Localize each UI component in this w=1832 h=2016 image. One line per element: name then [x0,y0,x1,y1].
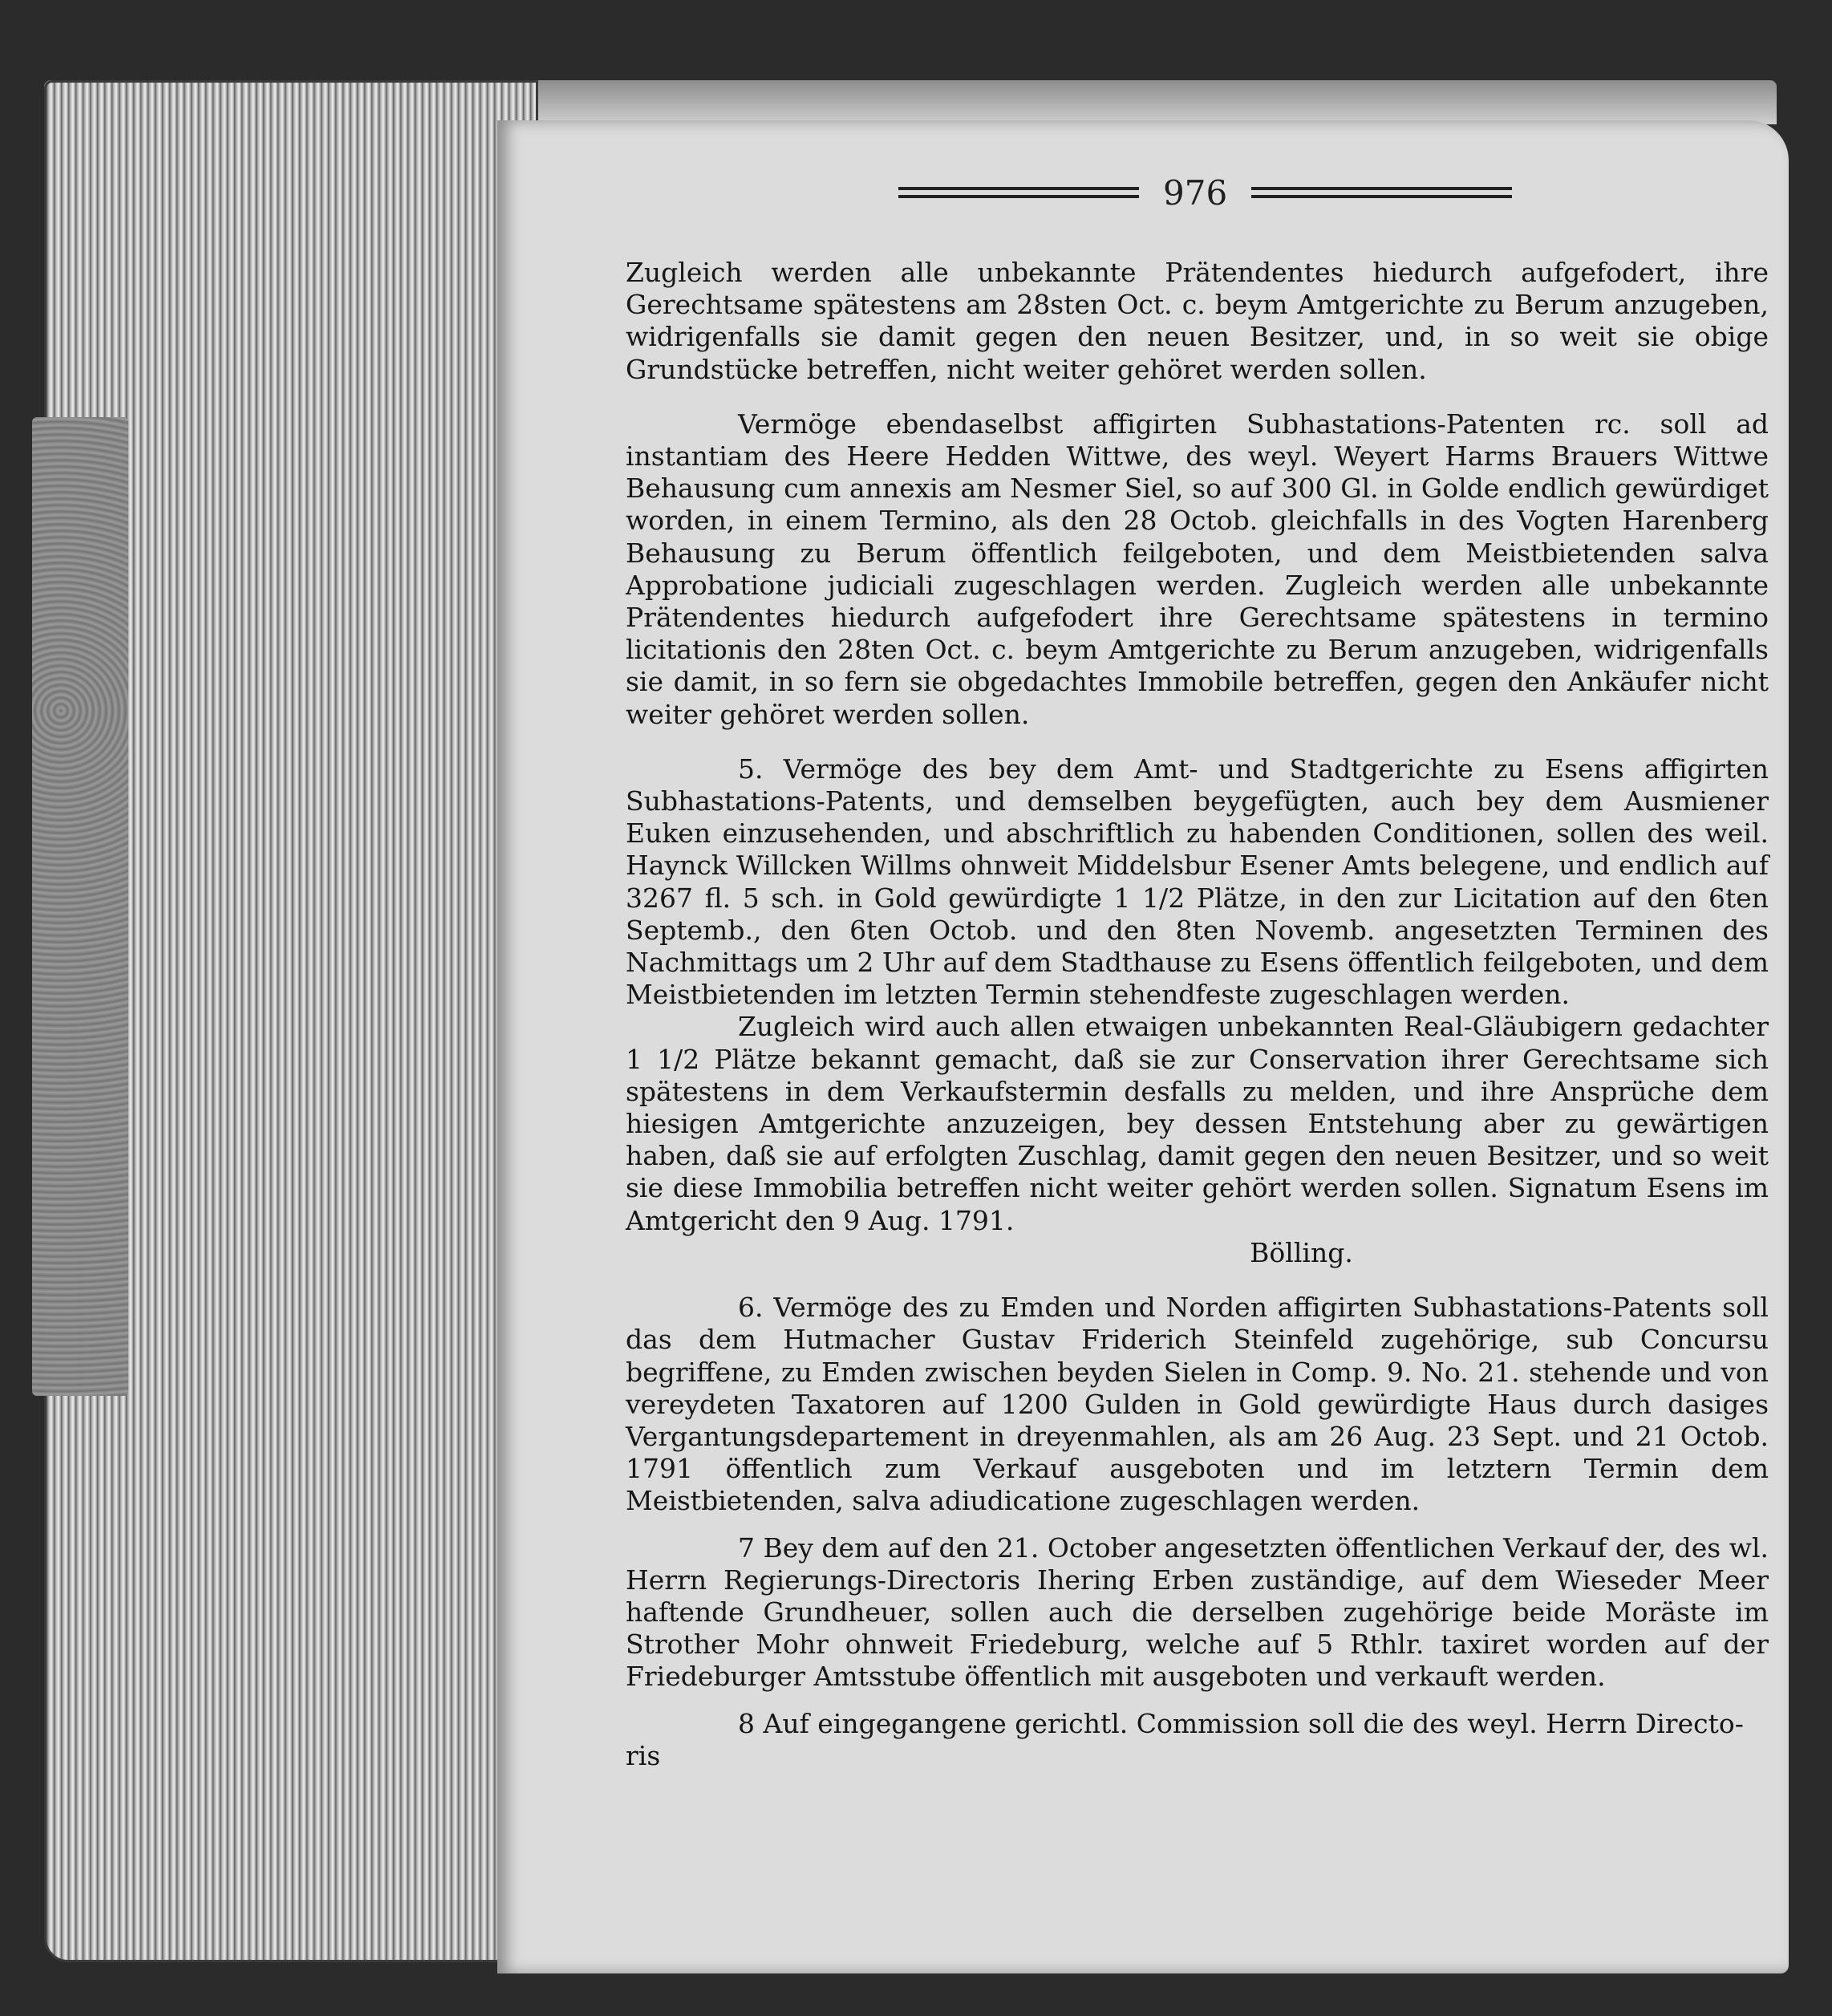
header-rule-left [898,187,1139,198]
paragraph-creditors-notice: Zugleich wird auch allen etwaigen unbekannten Real-Gläubigern gedachter 1 1/2 Plätze bekannt gemacht, daß sie zur Conservation ihrer Gerechtsame sich spätestens in dem Verkaufstermin desfalls zu melden, und ihre Ansprüche dem hiesigen Amtgerichte anzuzeigen, bey dessen Entstehung aber zu gewärtigen haben, daß sie auf erfolgten Zuschlag, damit gegen den neuen Besitzer, und so weit sie diese Immobilia betreffen nicht weiter gehört werden sollen. Signatum Esens im Amtgericht den 9 Aug. 1791. [626,1011,1769,1236]
page-header [898,160,1781,225]
signature: Bölling. [1250,1236,1353,1268]
paragraph-item-6: 6. Vermöge des zu Emden und Norden affigirten Subhastations-Patents soll das dem Hutmacher Gustav Friderich Steinfeld zugehörige, sub Concursu begriffene, zu Emden zwischen beyden Sielen in Comp. 9. No. 21. stehende und von vereydeten Taxatoren auf 1200 Gulden in Gold gewürdigte Haus durch dasiges Vergantungsdepartement in dreyenmahlen, als am 26 Aug. 23 Sept. und 21 Octob. 1791 öffentlich zum Verkauf ausgeboten und im letztern Termin dem Meistbietenden, salva adiudicatione zugeschlagen werden. [626,1292,1769,1517]
book-spine-tab [32,417,128,1396]
paragraph-subhastation-berum: Vermöge ebendaselbst affigirten Subhastations-Patenten rc. soll ad instantiam des Heere Hedden Wittwe, des weyl. Weyert Harms Brauers Wittwe Behausung cum annexis am Nesmer Siel, so auf 300 Gl. in Golde endlich gewürdiget worden, in einem Termino, als den 28 Octob. gleichfalls in des Vogten Harenberg Behausung zu Berum öffentlich feilgeboten, und dem Meistbietenden salva Approbatione judiciali zugeschlagen werden. Zugleich werden alle unbekannte Prätendentes hiedurch aufgefodert ihre Gerechtsame spätestens in termino licitationis den 28ten Oct. c. beym Amtgerichte zu Berum anzugeben, widrigenfalls sie damit, in so fern sie obgedachtes Immobile betreffen, gegen den Ankäufer nicht weiter gehöret werden sollen. [626,408,1769,730]
paragraph-item-8: 8 Auf eingegangene gerichtl. Commission soll die des weyl. Herrn Directo- [738,1707,1744,1739]
paragraph-item-5: 5. Vermöge des bey dem Amt- und Stadtgerichte zu Esens affigirten Subhastations-Patents, und demselben beygefügten, auch bey dem Ausmiener Euken einzusehenden, und abschriftlich zu habenden Conditionen, sollen des weil. Haynck Willcken Willms ohnweit Middelsbur Esener Amts belegene, und endlich auf 3267 fl. 5 sch. in Gold gewürdigte 1 1/2 Plätze, in den zur Licitation auf den 6ten Septemb., den 6ten Octob. und den 8ten Novemb. angesetzten Terminen des Nachmittags um 2 Uhr auf dem Stadthause zu Esens öffentlich feilgeboten, und dem Meistbietenden im letzten Termin stehendfeste zugeschlagen werden. [626,752,1769,1011]
catchword: ris [626,1739,661,1771]
paragraph-item-7: 7 Bey dem auf den 21. October angesetzten öffentlichen Verkauf der, des wl. Herrn Regierungs-Directoris Ihering Erben zuständige, auf dem Wieseder Meer haftende Grundheuer, sollen auch die derselben zugehörige beide Moräste im Strother Mohr ohnweit Friedeburg, welche auf 5 Rthlr. taxiret worden auf der Friedeburger Amtsstube öffentlich mit ausgeboten und verkauft werden. [626,1531,1769,1693]
page-body [626,257,1769,1772]
page-number: 976 [1163,172,1228,213]
header-rule-right [1251,187,1512,198]
paragraph-claims-notice: Zugleich werden alle unbekannte Prätendentes hiedurch aufgefodert, ihre Gerechtsame spätestens am 28sten Oct. c. beym Amtgerichte zu Berum anzugeben, widrigenfalls sie damit gegen den neuen Besitzer, und, in so weit sie obige Grundstücke betreffen, nicht weiter gehöret werden sollen. [626,257,1769,385]
